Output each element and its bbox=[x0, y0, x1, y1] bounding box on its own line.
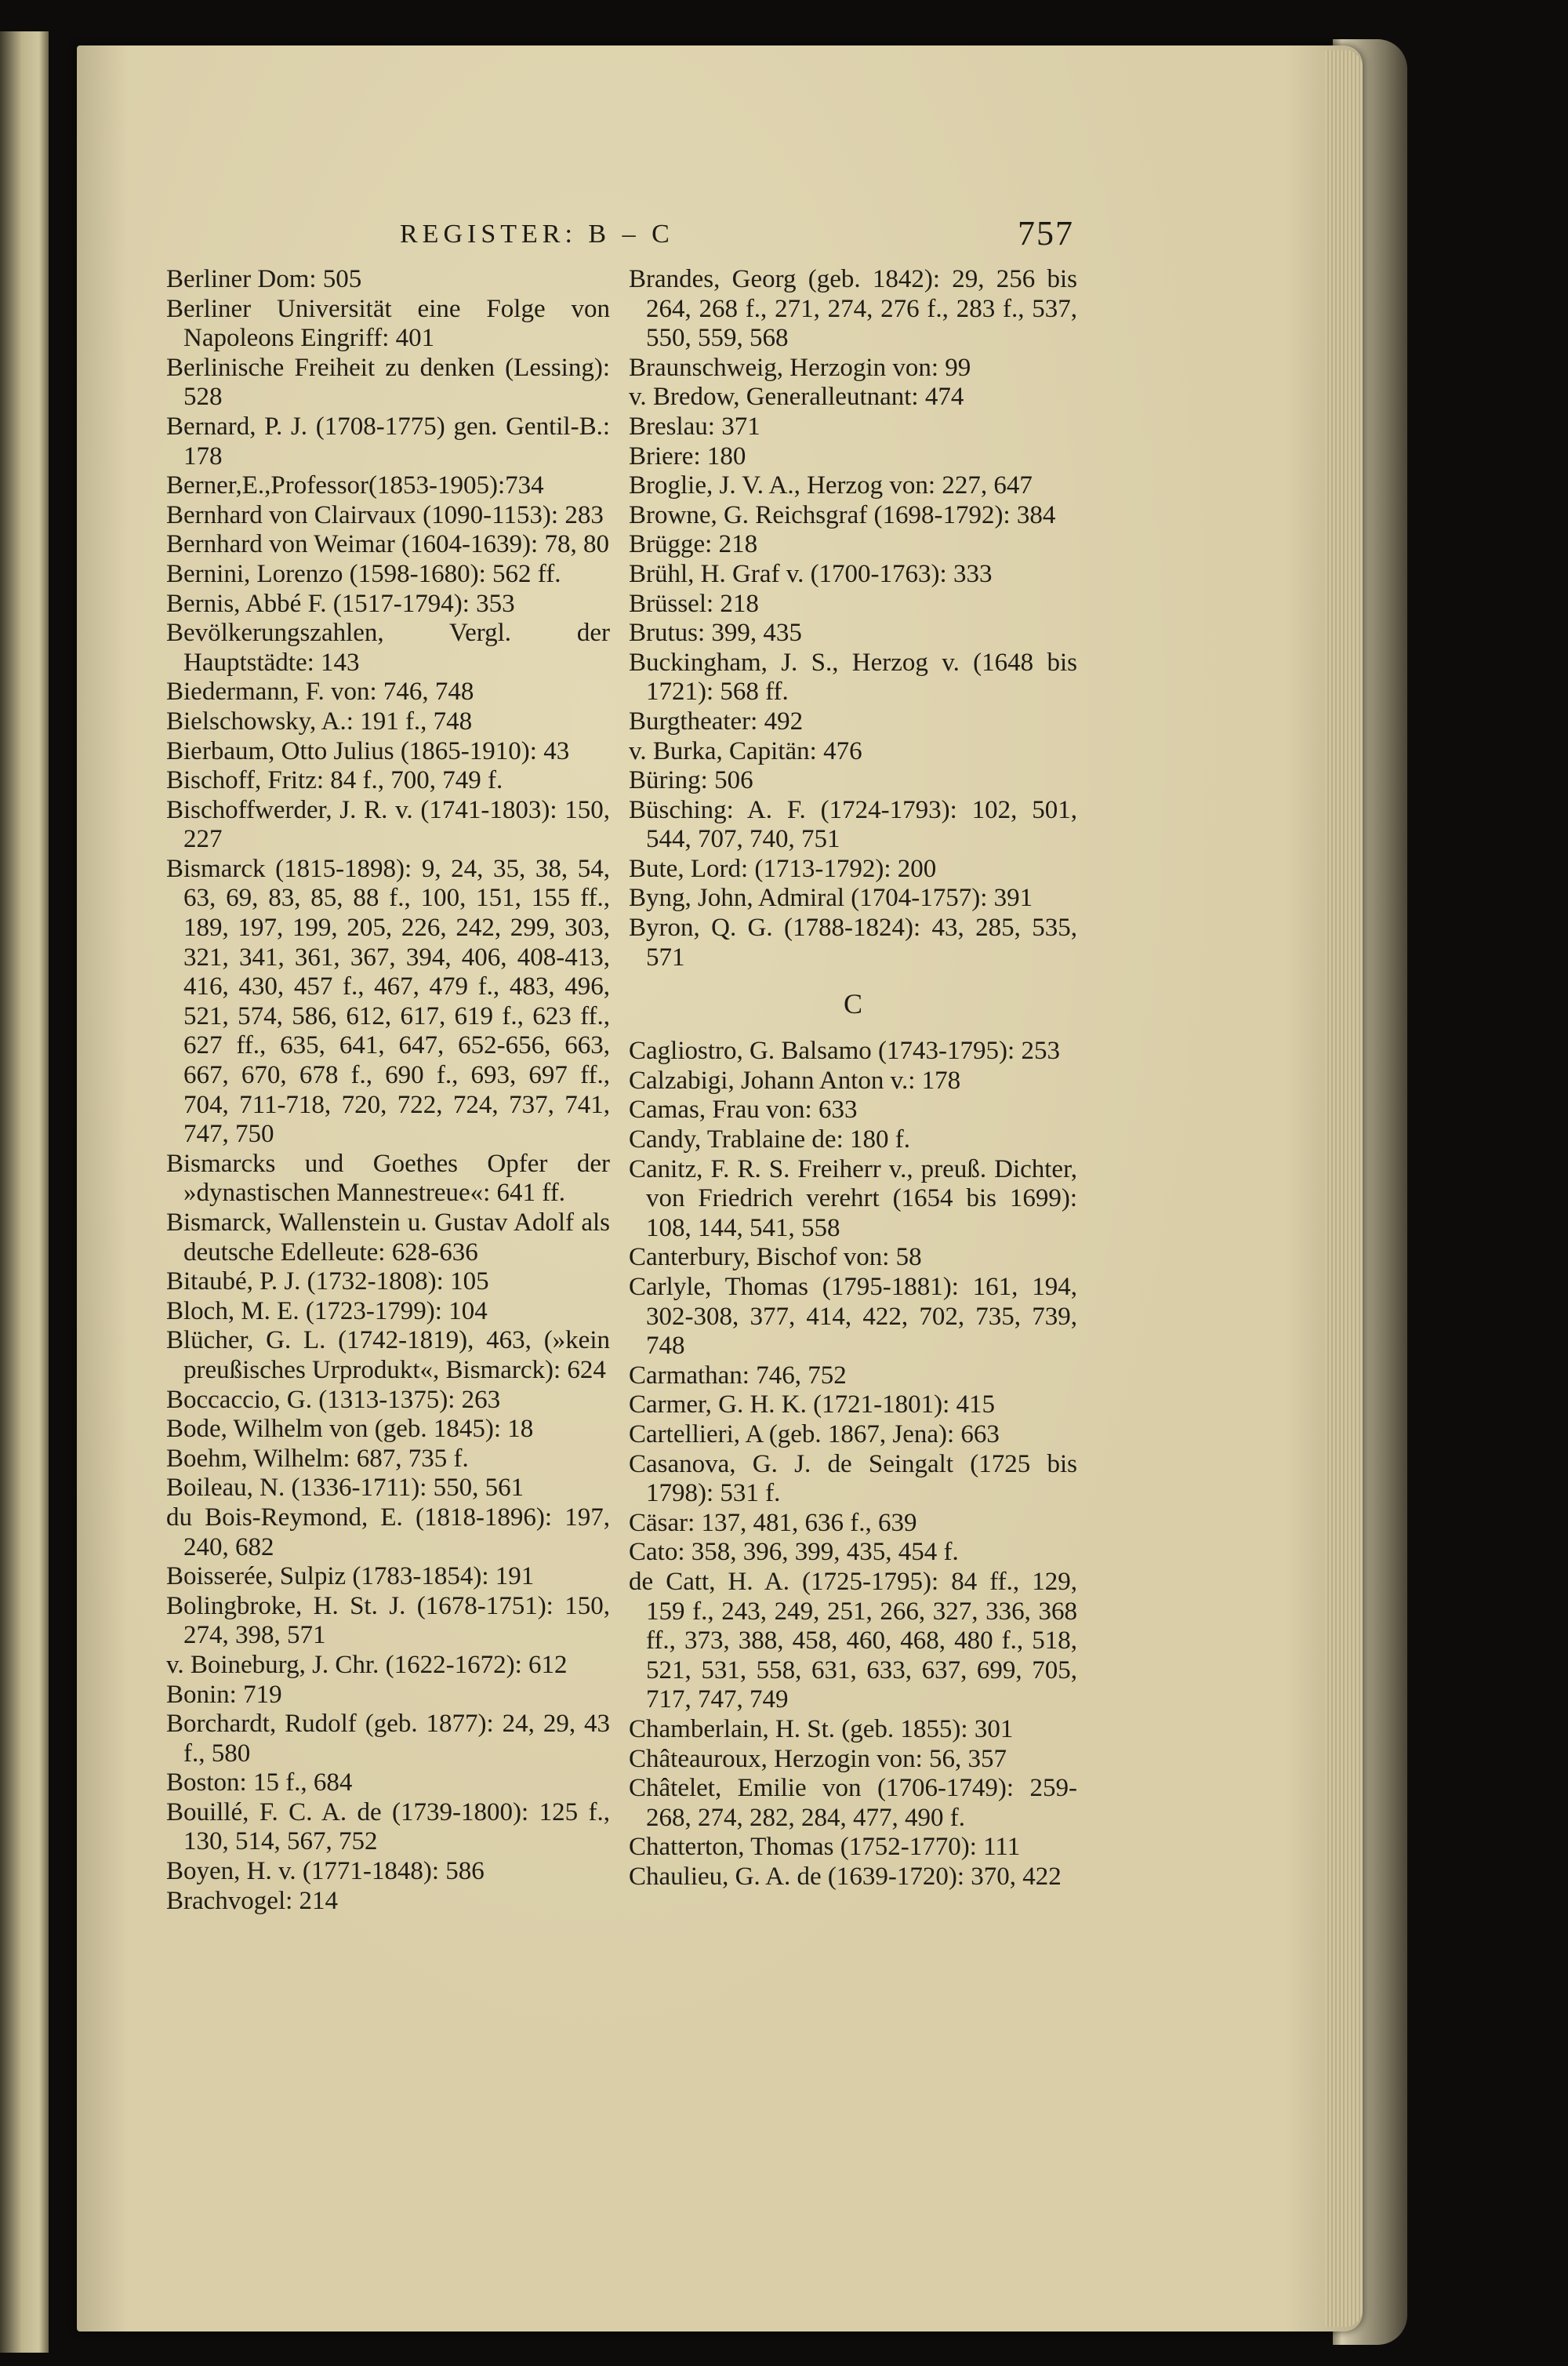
index-entry: Carmathan: 746, 752 bbox=[629, 1361, 847, 1390]
index-entry: Brühl, H. Graf v. (1700-1763): 333 bbox=[629, 559, 993, 588]
index-entry: Bode, Wilhelm von (geb. 1845): 18 bbox=[166, 1415, 534, 1444]
index-entry: Bernhard von Clairvaux (1090-1153): 283 bbox=[166, 500, 604, 529]
index-entry: Bolingbroke, H. St. J. (1678-1751): 150, 274, 398, 571 bbox=[166, 1591, 610, 1650]
index-entry: Berner,E.,Professor(1853-1905):734 bbox=[166, 471, 544, 500]
index-entry: Bismarck (1815-1898): 9, 24, 35, 38, 54, 63, 69, 83, 85, 88 f., 100, 151, 155 ff., 189, 197, 199, 205, 226, 242, 299, 303, 321, 341, 361, 367, 394, 406, 408-413, 416, 430, 457 f., 467, 479 f., 483, 496, 521, 574, 586, 612, 617, 619 f., 623 ff., 627 ff., 635, 641, 647, 652-656, 663, 667, 670, 678 f., 690 f., 693, 697 ff., 704, 711-718, 720, 722, 724, 737, 741, 747, 750 bbox=[166, 854, 610, 1149]
left-column bbox=[166, 265, 610, 1916]
index-entry: Büring: 506 bbox=[629, 766, 753, 795]
page-number: 757 bbox=[1018, 214, 1074, 253]
index-entry: Bernhard von Weimar (1604-1639): 78, 80 bbox=[166, 530, 609, 559]
index-entry: Chaulieu, G. A. de (1639-1720): 370, 422 bbox=[629, 1862, 1062, 1891]
index-entry: Bloch, M. E. (1723-1799): 104 bbox=[166, 1296, 488, 1325]
index-entry: Brandes, Georg (geb. 1842): 29, 256 bis 264, 268 f., 271, 274, 276 f., 283 f., 537, 550, 559, 568 bbox=[629, 265, 1077, 353]
index-entry: Biedermann, F. von: 746, 748 bbox=[166, 678, 474, 707]
index-entry: Carlyle, Thomas (1795-1881): 161, 194, 302-308, 377, 414, 422, 702, 735, 739, 748 bbox=[629, 1273, 1077, 1361]
index-entry: v. Bredow, Generalleutnant: 474 bbox=[629, 383, 964, 412]
index-entry: Boccaccio, G. (1313-1375): 263 bbox=[166, 1385, 501, 1414]
index-entry: de Catt, H. A. (1725-1795): 84 ff., 129, 159 f., 243, 249, 251, 266, 327, 336, 368 ff., 373, 388, 458, 460, 468, 480 f., 518, 521, 531, 558, 631, 633, 637, 699, 705, 717, 747, 749 bbox=[629, 1567, 1077, 1714]
index-entry: v. Boineburg, J. Chr. (1622-1672): 612 bbox=[166, 1650, 568, 1679]
index-entry: Byng, John, Admiral (1704-1757): 391 bbox=[629, 884, 1033, 913]
index-entry: Bismarck, Wallenstein u. Gustav Adolf als deutsche Edelleute: 628-636 bbox=[166, 1208, 610, 1267]
index-entry: Cato: 358, 396, 399, 435, 454 f. bbox=[629, 1538, 959, 1567]
index-entry: Bevölkerungszahlen, Vergl. der Hauptstädte: 143 bbox=[166, 619, 610, 677]
index-entry: Buckingham, J. S., Herzog v. (1648 bis 1721): 568 ff. bbox=[629, 648, 1077, 707]
facing-page-edge bbox=[0, 31, 49, 2353]
index-entry: Breslau: 371 bbox=[629, 412, 760, 441]
index-entry: Bismarcks und Goethes Opfer der »dynastischen Mannestreue«: 641 ff. bbox=[166, 1149, 610, 1208]
index-entry: Browne, G. Reichsgraf (1698-1792): 384 bbox=[629, 500, 1056, 529]
right-column bbox=[629, 265, 1077, 1892]
index-entry: Boileau, N. (1336-1711): 550, 561 bbox=[166, 1474, 524, 1503]
index-entry: Borchardt, Rudolf (geb. 1877): 24, 29, 43 f., 580 bbox=[166, 1710, 610, 1768]
index-entry: Chamberlain, H. St. (geb. 1855): 301 bbox=[629, 1714, 1014, 1743]
index-entry: Boisserée, Sulpiz (1783-1854): 191 bbox=[166, 1562, 535, 1591]
index-entry: Camas, Frau von: 633 bbox=[629, 1096, 858, 1125]
index-entry: Boehm, Wilhelm: 687, 735 f. bbox=[166, 1444, 469, 1473]
section-letter-heading: C bbox=[843, 988, 862, 1020]
index-entry: Bierbaum, Otto Julius (1865-1910): 43 bbox=[166, 736, 570, 765]
index-entry: Bute, Lord: (1713-1792): 200 bbox=[629, 854, 937, 883]
index-entry: Bernard, P. J. (1708-1775) gen. Gentil-B.: 178 bbox=[166, 412, 610, 471]
index-entry: Bielschowsky, A.: 191 f., 748 bbox=[166, 707, 473, 736]
index-entry: Burgtheater: 492 bbox=[629, 707, 804, 736]
index-entry: Brügge: 218 bbox=[629, 530, 758, 559]
index-entry: Carmer, G. H. K. (1721-1801): 415 bbox=[629, 1390, 996, 1419]
index-entry: Candy, Trablaine de: 180 f. bbox=[629, 1125, 910, 1154]
index-entry: Boston: 15 f., 684 bbox=[166, 1768, 353, 1797]
index-entry: Casanova, G. J. de Seingalt (1725 bis 1798): 531 f. bbox=[629, 1449, 1077, 1508]
page-block-edge bbox=[1325, 50, 1363, 2327]
index-entry: Bonin: 719 bbox=[166, 1680, 282, 1709]
index-entry: Brachvogel: 214 bbox=[166, 1886, 339, 1915]
index-entry: Broglie, J. V. A., Herzog von: 227, 647 bbox=[629, 471, 1033, 500]
index-entry: Bouillé, F. C. A. de (1739-1800): 125 f., 130, 514, 567, 752 bbox=[166, 1797, 610, 1856]
index-entry: Boyen, H. v. (1771-1848): 586 bbox=[166, 1857, 485, 1886]
index-entry: Berliner Universität eine Folge von Napoleons Eingriff: 401 bbox=[166, 294, 610, 353]
index-entry: Calzabigi, Johann Anton v.: 178 bbox=[629, 1066, 961, 1095]
index-entry: Blücher, G. L. (1742-1819), 463, (»kein preußisches Urprodukt«, Bismarck): 624 bbox=[166, 1326, 610, 1384]
index-entry: Canitz, F. R. S. Freiherr v., preuß. Dichter, von Friedrich verehrt (1654 bis 1699): 108, 144, 541, 558 bbox=[629, 1154, 1077, 1242]
index-entry: Bischoff, Fritz: 84 f., 700, 749 f. bbox=[166, 766, 503, 795]
index-entry: Cäsar: 137, 481, 636 f., 639 bbox=[629, 1508, 917, 1537]
index-entry: Brutus: 399, 435 bbox=[629, 619, 802, 648]
header-title: REGISTER: B – C bbox=[400, 220, 674, 249]
index-entry: Canterbury, Bischof von: 58 bbox=[629, 1243, 922, 1272]
index-entry: Châteauroux, Herzogin von: 56, 357 bbox=[629, 1744, 1007, 1773]
index-entry: Briere: 180 bbox=[629, 442, 746, 471]
index-entry: Büsching: A. F. (1724-1793): 102, 501, 544, 707, 740, 751 bbox=[629, 795, 1077, 854]
index-entry: Berliner Dom: 505 bbox=[166, 265, 362, 293]
index-entry: Bischoffwerder, J. R. v. (1741-1803): 150, 227 bbox=[166, 795, 610, 854]
index-entry: Cartellieri, A (geb. 1867, Jena): 663 bbox=[629, 1419, 1000, 1448]
index-entry: Berlinische Freiheit zu denken (Lessing): 528 bbox=[166, 353, 610, 412]
index-entry: Bitaubé, P. J. (1732-1808): 105 bbox=[166, 1267, 489, 1296]
index-entry: du Bois-Reymond, E. (1818-1896): 197, 240, 682 bbox=[166, 1503, 610, 1561]
index-entry: Braunschweig, Herzogin von: 99 bbox=[629, 353, 971, 382]
index-entry: Byron, Q. G. (1788-1824): 43, 285, 535, 571 bbox=[629, 914, 1077, 972]
index-entry: Chatterton, Thomas (1752-1770): 111 bbox=[629, 1833, 1021, 1862]
index-entry: Bernis, Abbé F. (1517-1794): 353 bbox=[166, 589, 515, 618]
index-entry: v. Burka, Capitän: 476 bbox=[629, 736, 862, 765]
running-header bbox=[400, 213, 1074, 260]
index-entry: Bernini, Lorenzo (1598-1680): 562 ff. bbox=[166, 559, 561, 588]
index-entry: Brüssel: 218 bbox=[629, 589, 759, 618]
index-entry: Châtelet, Emilie von (1706-1749): 259-268, 274, 282, 284, 477, 490 f. bbox=[629, 1774, 1077, 1832]
index-entry: Cagliostro, G. Balsamo (1743-1795): 253 bbox=[629, 1037, 1060, 1066]
